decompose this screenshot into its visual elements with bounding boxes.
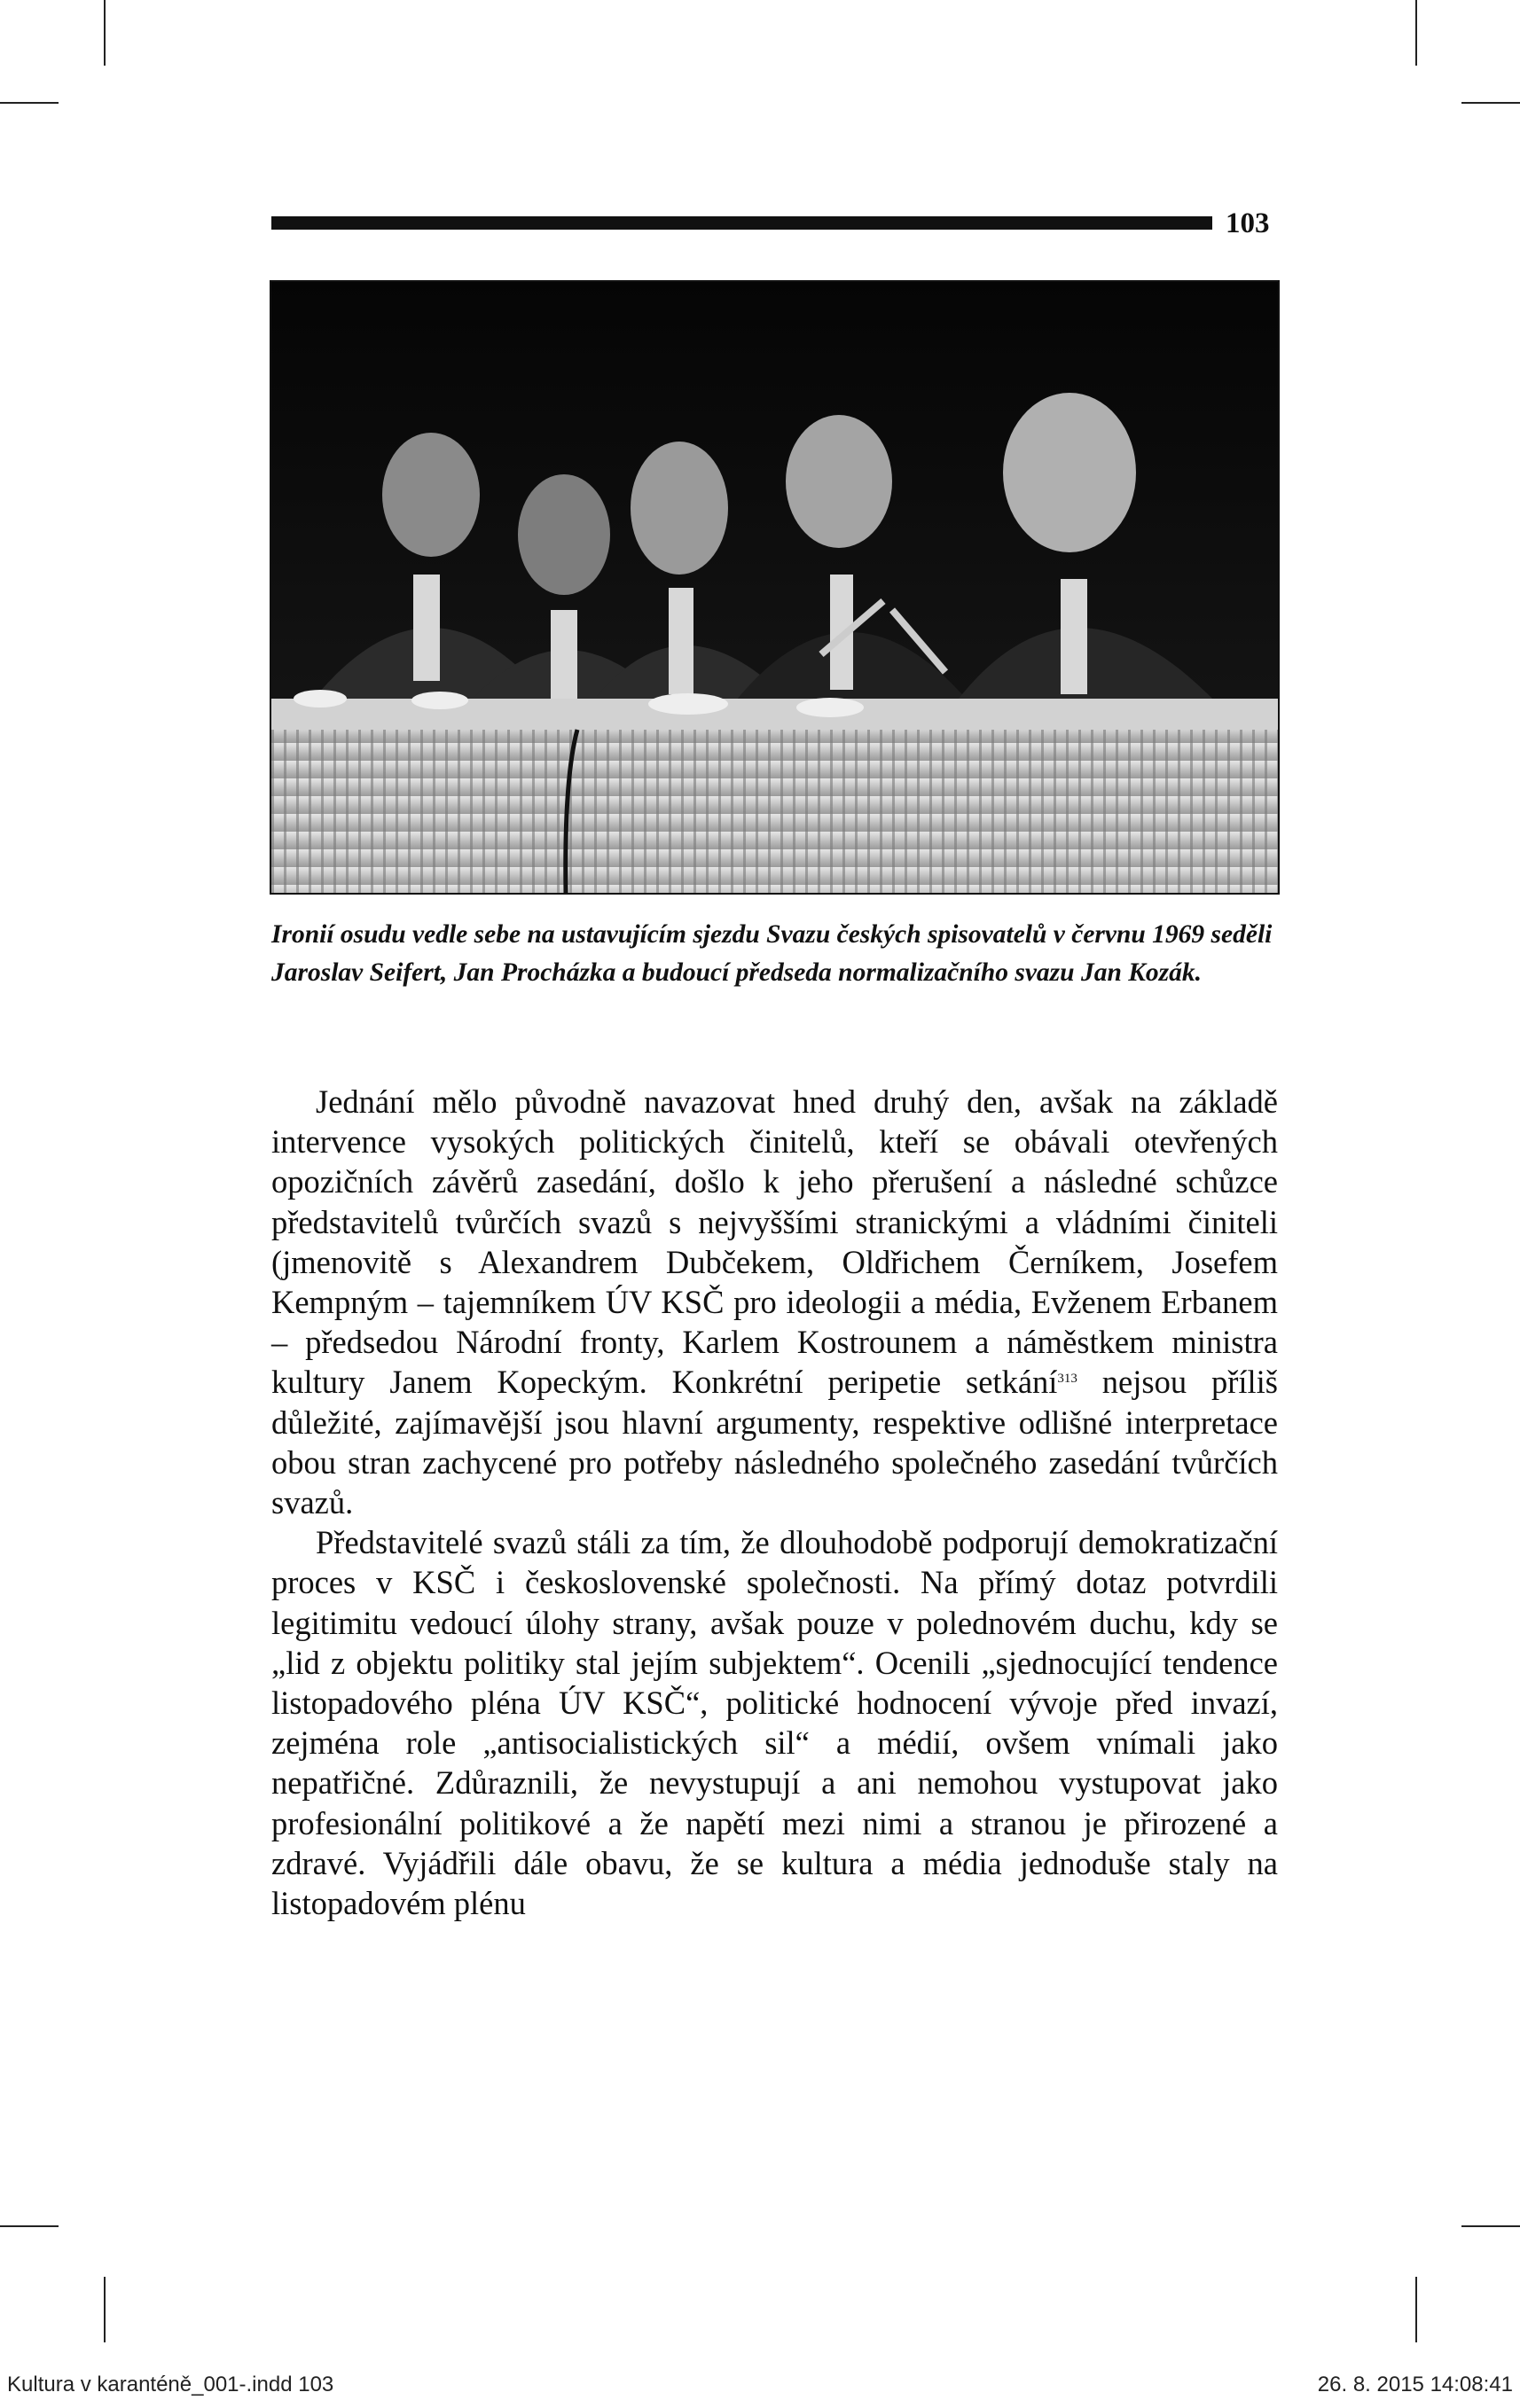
crop-mark [104,2277,106,2342]
photo-black-and-white [271,282,1278,893]
print-slug-filename: Kultura v karanténě_001-.indd 103 [7,2373,334,2396]
header-rule [271,216,1212,230]
paragraph-text: nejsou příliš důležité, zajímavější jsou hlavní argumenty, respektive odlišné interpretace obou stran zachycené pro potřeby následného společného zasedání tvůrčích svazů. [271,1364,1279,1521]
footnote-reference[interactable]: 313 [1057,1372,1077,1387]
paragraph [271,1082,1278,1522]
crop-mark [0,2225,59,2227]
photo-caption: Ironií osudu vedle sebe na ustavujícím sjezdu Svazu českých spisovatelů v červnu 1969 seděli Jaroslav Seifert, Jan Procházka a budoucí předseda normalizačního svazu Jan Kozák. [271,920,1273,987]
photo-icon [271,282,1278,893]
crop-mark [1461,2225,1520,2227]
paragraph: Představitelé svazů stáli za tím, že dlouhodobě podporují demokratizační proces v KSČ i československé společnosti. Na přímý dotaz potvrdili legitimitu vedoucí úlohy strany, avšak pouze v polednovém duchu, kdy se „lid z objektu politiky stal jejím subjektem“. Ocenili „sjednocující tendence listopadového pléna ÚV KSČ“, politické hodnocení vývoje před invazí, zejména role „antisocialistických sil“ a médií, ovšem vnímali jako nepatřičné. Zdůraznili, že nevystupují a ani nemohou vystupovat jako profesionální politikové a že napětí mezi nimi a stranou je přirozené a zdravé. Vyjádřili dále obavu, že se kultura a média jednoduše staly na listopadovém plénu [271,1524,1278,1922]
crop-mark [0,102,59,104]
crop-mark [1415,0,1417,66]
crop-mark [1415,2277,1417,2342]
crop-mark [1461,102,1520,104]
paragraph-text: Jednání mělo původně navazovat hned druhý den, avšak na základě intervence vysokých politických činitelů, kteří se obávali otevřených opozičních závěrů zasedání, došlo k jeho přerušení a následné schůzce představitelů tvůrčích svazů s nejvyššími stranickými a vládními činiteli (jmenovitě s Alexandrem Dubčekem, Oldřichem Černíkem, Josefem Kempným – tajemníkem ÚV KSČ pro ideologii a média, Evženem Erbanem – předsedou Národní fronty, Karlem Kostrounem a náměstkem ministra kultury Janem Kopeckým. Konkrétní peripetie setkání [271,1083,1278,1401]
page-number: 103 [1226,207,1270,239]
crop-mark [104,0,106,66]
print-slug-timestamp: 26. 8. 2015 14:08:41 [1317,2373,1513,2396]
body-text [271,1082,1278,1923]
